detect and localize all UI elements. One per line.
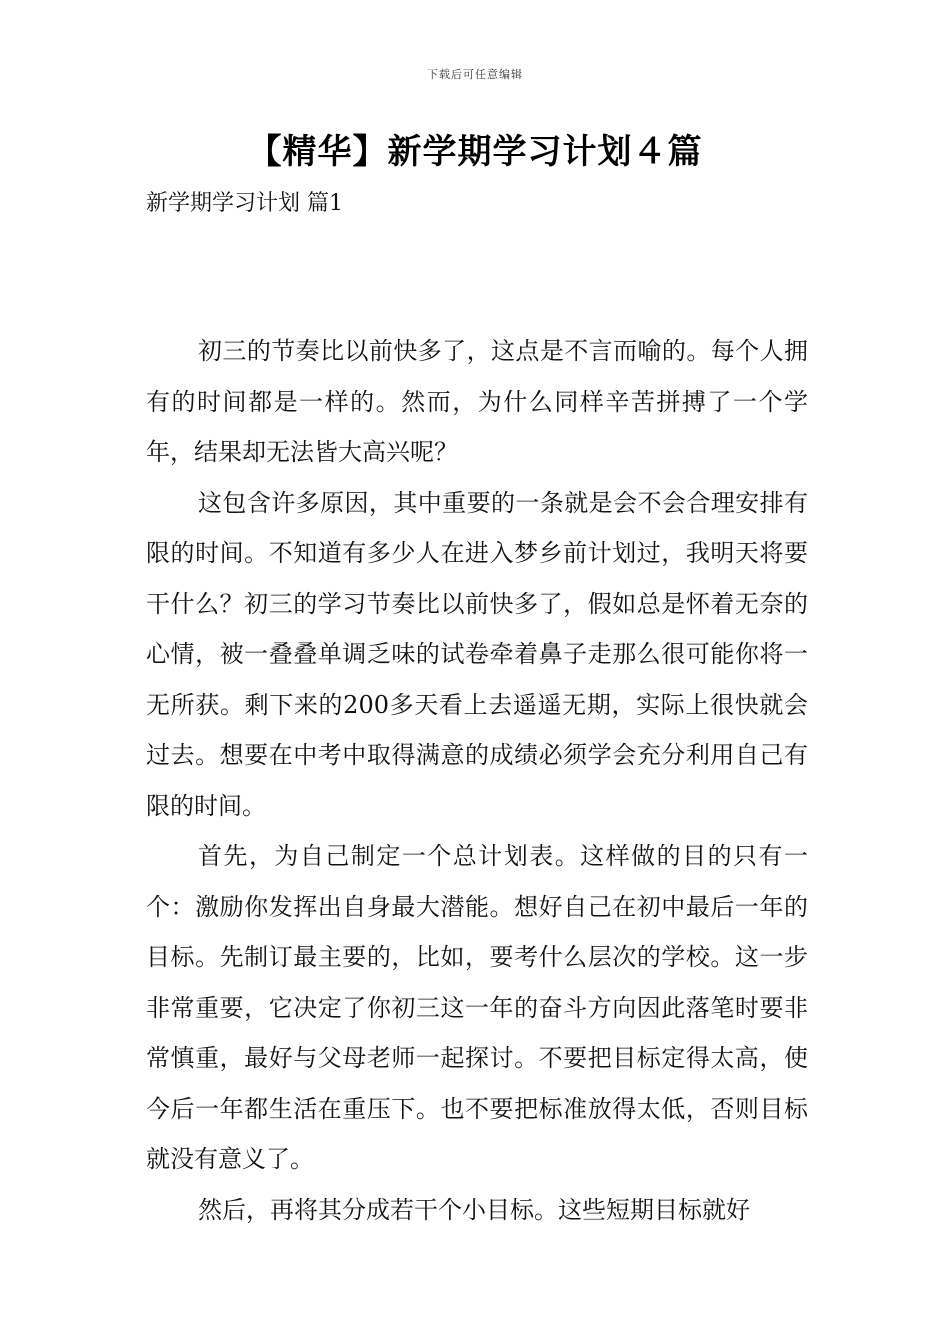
paragraph-2: 这包含许多原因，其中重要的一条就是会不会合理安排有限的时间。不知道有多少人在进入梦乡前计划过，我明天将要干什么？初三的学习节奏比以前快多了，假如总是怀着无奈的心情，被一叠叠单调乏味的试卷牵着鼻子走那么很可能你将一无所获。剩下来的200多天看上去遥遥无期，实际上很快就会过去。想要在中考中取得满意的成绩必须学会充分利用自己有限的时间。 <box>146 488 808 820</box>
header-note: 下载后可任意编辑 <box>427 68 523 81</box>
paragraph-1: 初三的节奏比以前快多了，这点是不言而喻的。每个人拥有的时间都是一样的。然而，为什么同样辛苦拼搏了一个学年，结果却无法皆大高兴呢？ <box>146 337 808 466</box>
body-text <box>146 326 808 1235</box>
document-title: 【精华】新学期学习计划４篇 <box>247 132 703 172</box>
section-subtitle: 新学期学习计划 篇1 <box>146 191 343 216</box>
paragraph-3: 首先，为自己制定一个总计划表。这样做的目的只有一个：激励你发挥出自身最大潜能。想好自己在初中最后一年的目标。先制订最主要的，比如，要考什么层次的学校。这一步非常重要，它决定了你初三这一年的奋斗方向因此落笔时要非常慎重，最好与父母老师一起探讨。不要把目标定得太高，使今后一年都生活在重压下。也不要把标准放得太低，否则目标就没有意义了。 <box>146 842 808 1173</box>
paragraph-4: 然后，再将其分成若干个小目标。这些短期目标就好 <box>198 1195 750 1224</box>
